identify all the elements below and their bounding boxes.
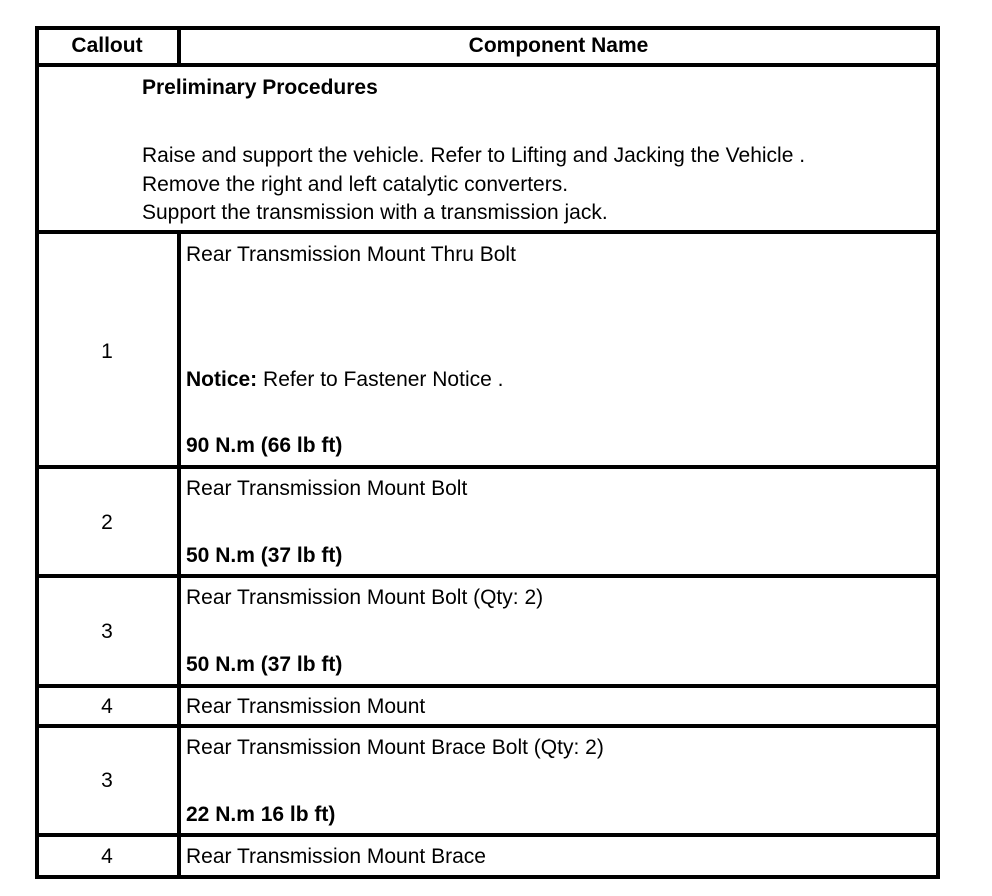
preliminary-step: Support the transmission with a transmission jack. — [142, 201, 608, 224]
component-name: Rear Transmission Mount Brace Bolt (Qty: 2) — [186, 736, 604, 759]
torque-spec: 50 N.m (37 lb ft) — [186, 653, 343, 676]
component-name: Rear Transmission Mount Bolt — [186, 477, 468, 500]
component-name: Rear Transmission Mount Bolt (Qty: 2) — [186, 586, 544, 609]
row-divider — [35, 684, 940, 688]
callout-number: 3 — [101, 769, 113, 792]
notice-text: Refer to Fastener Notice . — [257, 368, 504, 391]
row-divider — [35, 574, 940, 578]
component-name: Rear Transmission Mount Thru Bolt — [186, 243, 516, 266]
torque-spec: 22 N.m 16 lb ft) — [186, 803, 336, 826]
torque-table — [35, 26, 940, 879]
callout-number: 4 — [101, 845, 113, 868]
row-divider — [35, 230, 940, 234]
callout-number: 2 — [101, 511, 113, 534]
component-name: Rear Transmission Mount — [186, 695, 426, 718]
row-divider — [35, 724, 940, 728]
preliminary-title: Preliminary Procedures — [142, 76, 378, 99]
table-border-left — [35, 26, 39, 879]
notice-label: Notice: — [186, 368, 258, 391]
notice-line — [186, 368, 503, 392]
row-divider — [35, 465, 940, 469]
header-component-name: Component Name — [468, 34, 649, 57]
header-callout: Callout — [71, 34, 143, 57]
preliminary-step: Raise and support the vehicle. Refer to Lifting and Jacking the Vehicle . — [142, 144, 806, 167]
callout-number: 1 — [101, 340, 113, 363]
torque-spec: 90 N.m (66 lb ft) — [186, 434, 343, 457]
table-border-right — [936, 26, 940, 879]
torque-spec: 50 N.m (37 lb ft) — [186, 544, 343, 567]
header-divider — [35, 63, 940, 67]
callout-number: 4 — [101, 695, 113, 718]
component-name: Rear Transmission Mount Brace — [186, 845, 486, 868]
callout-number: 3 — [101, 620, 113, 643]
table-border-bottom — [35, 875, 940, 879]
row-divider — [35, 833, 940, 837]
preliminary-step: Remove the right and left catalytic converters. — [142, 173, 569, 196]
table-border-top — [35, 26, 940, 30]
